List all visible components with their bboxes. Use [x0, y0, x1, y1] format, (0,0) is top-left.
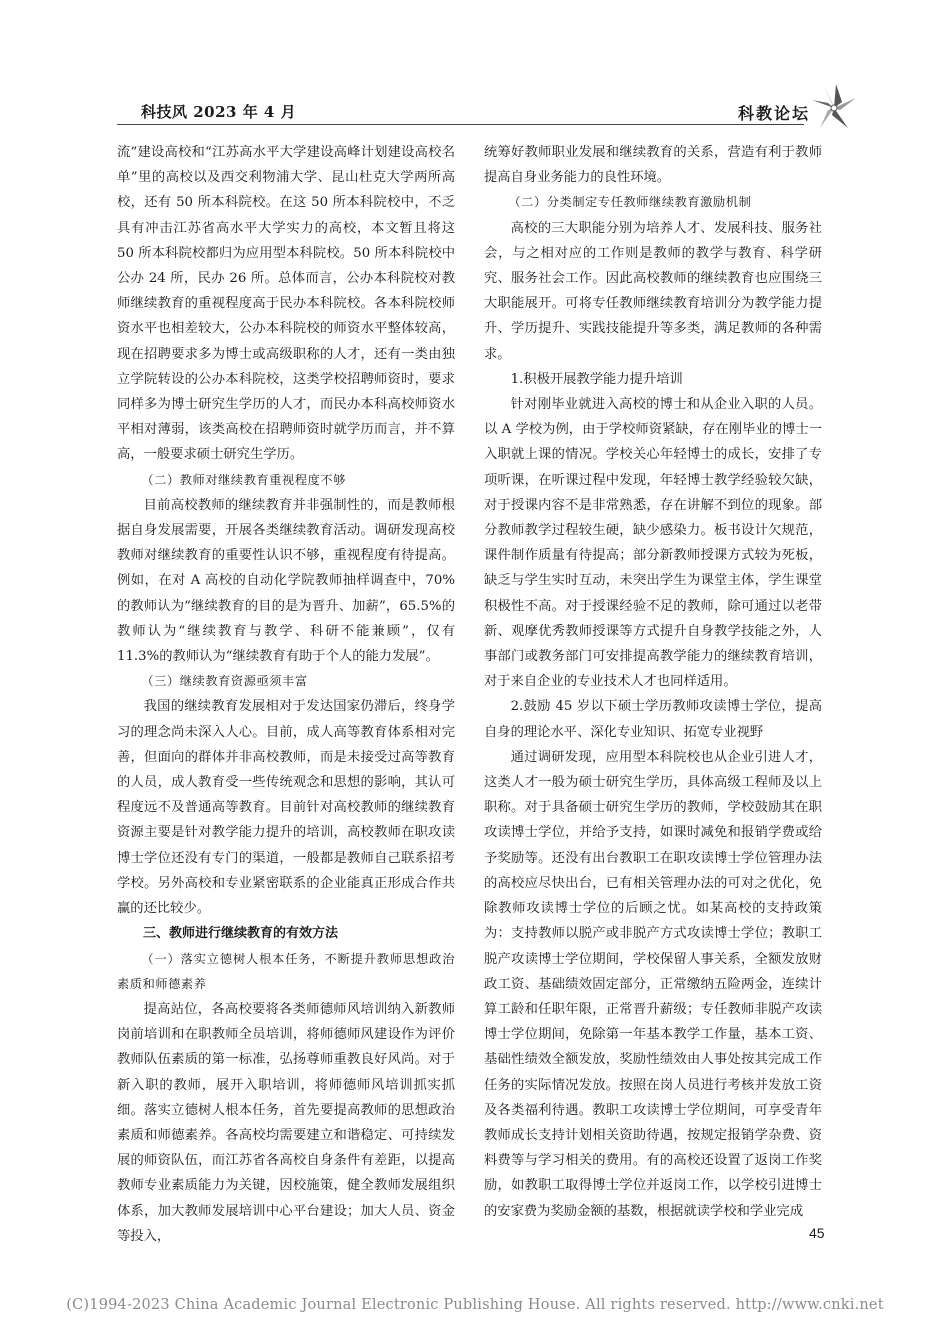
left-column: [117, 140, 455, 1249]
paragraph: 统筹好教师职业发展和继续教育的关系，营造有利于教师提高自身业务能力的良性环境。: [484, 145, 822, 186]
copyright-footer: (C)1994-2023 China Academic Journal Electronic Publishing House. All rights reserved. http://www.cnki.net: [66, 1297, 884, 1313]
paragraph: 我国的继续教育发展相对于发达国家仍滞后，终身学习的理念尚未深入人心。目前，成人高等教育体系相对完善，但面向的群体并非高校教师，而是未接受过高等教育的人员，成人教育受一些传统观念和思想的影响，其认可程度远不及普通高等教育。目前针对高校教师的继续教育资源主要是针对教学能力提升的培训，高校教师在职攻读博士学位还没有专门的渠道，一般都是教师自己联系招考学校。另外高校和专业紧密联系的企业能真正形成合作共赢的还比较少。: [117, 699, 455, 917]
pinwheel-logo-icon: [808, 82, 860, 134]
header-rule: [117, 124, 804, 125]
paragraph: 目前高校教师的继续教育并非强制性的，而是教师根据自身发展需要，开展各类继续教育活动。调研发现高校教师对继续教育的重要性认识不够，重视程度有待提高。例如，在对 A 高校的自动化学院教师抽样调查中，70%的教师认为“继续教育的目的是为晋升、加薪”，65.5%的教师认为“继续教育与教学、科研不能兼顾”，仅有 11.3%的教师认为“继续教育有助于个人的能力发展”。: [117, 497, 455, 665]
numbered-heading: 1.积极开展教学能力提升培训: [510, 371, 683, 387]
subheading: （三）继续教育资源亟须丰富: [141, 674, 308, 689]
paragraph: 针对刚毕业就进入高校的博士和从企业入职的人员。以 A 学校为例，由于学校师资紧缺，存在刚毕业的博士一入职就上课的情况。学校关心年轻博士的成长，安排了专项听课，在听课过程中发现，年轻博士教学经验较欠缺，对于授课内容不是非常熟悉，存在讲解不到位的现象。部分教师教学过程较生硬，缺少感染力。板书设计欠规范，课件制作质量有待提高；部分新教师授课方式较为死板，缺乏与学生实时互动，未突出学生为课堂主体，学生课堂积极性不高。对于授课经验不足的教师，除可通过以老带新、观摩优秀教师授课等方式提升自身教学技能之外，人事部门或教务部门可安排提高教学能力的继续教育培训，对于来自企业的专业技术人才也同样适用。: [484, 397, 822, 690]
section-heading: 三、教师进行继续教育的有效方法: [143, 926, 339, 942]
journal-issue-header: 科技风 2023 年 4 月: [141, 103, 297, 121]
subheading: （二）分类制定专任教师继续教育激励机制: [508, 195, 752, 210]
subheading: （二）教师对继续教育重视程度不够: [141, 472, 346, 487]
paragraph: 高校的三大职能分别为培养人才、发展科技、服务社会，与之相对应的工作则是教师的教学与教育、科学研究、服务社会工作。因此高校教师的继续教育也应围绕三大职能展开。可将专任教师继续教育培训分为教学能力提升、学历提升、实践技能提升等多类，满足教师的各种需求。: [484, 220, 822, 362]
right-column: [484, 140, 822, 1224]
numbered-heading: 2.鼓励 45 岁以下硕士学历教师攻读博士学位，提高自身的理论水平、深化专业知识、拓宽专业视野: [484, 699, 822, 740]
paragraph: 流”建设高校和“江苏高水平大学建设高峰计划建设高校名单”里的高校以及西交利物浦大学、昆山杜克大学两所高校，还有 50 所本科院校。在这 50 所本科院校中，不乏具有冲击江苏省高水平大学实力的高校，本文暂且将这 50 所本科院校都归为应用型本科院校。50 所本科院校中公办 24 所，民办 26 所。总体而言，公办本科院校对教师继续教育的重视程度高于民办本科院校。各本科院校师资水平也相差较大，公办本科院校的师资水平整体较高，现在招聘要求多为博士或高级职称的人才，还有一类由独立学院转设的公办本科院校，这类学校招聘师资时，要求同样多为博士研究生学历的人才，而民办本科高校师资水平相对薄弱，该类高校在招聘师资时就学历而言，并不算高，一般要求硕士研究生学历。: [117, 145, 455, 463]
section-title: 科教论坛: [738, 104, 811, 123]
subheading: （一）落实立德树人根本任务，不断提升教师思想政治素质和师德素养: [117, 951, 455, 991]
paragraph: 提高站位，各高校要将各类师德师风培训纳入新教师岗前培训和在职教师全员培训，将师德师风建设作为评价教师队伍素质的第一标准，弘扬尊师重教良好风尚。对于新入职的教师，展开入职培训，将师德师风培训抓实抓细。落实立德树人根本任务，首先要提高教师的思想政治素质和师德素养。各高校均需要建立和谐稳定、可持续发展的师资队伍，而江苏省各高校自身条件有差距，以提高教师专业素质能力为关键，因校施策，健全教师发展组织体系，加大教师发展培训中心平台建设；加大人员、资金等投入，: [117, 1001, 455, 1244]
page-number: 45: [809, 1225, 825, 1241]
paragraph: 通过调研发现，应用型本科院校也从企业引进人才，这类人才一般为硕士研究生学历，具体高级工程师及以上职称。对于具备硕士研究生学历的教师，学校鼓励其在职攻读博士学位，并给予支持，如课时减免和报销学费或给予奖励等。还没有出台教职工在职攻读博士学位管理办法的高校应尽快出台，已有相关管理办法的可对之优化，免除教师攻读博士学位的后顾之忧。如某高校的支持政策为：支持教师以脱产或非脱产方式攻读博士学位；教职工脱产攻读博士学位期间，学校保留人事关系，全额发放财政工资、基础绩效固定部分，正常缴纳五险两金，连续计算工龄和任职年限，正常晋升薪级；专任教师非脱产攻读博士学位期间，免除第一年基本教学工作量，基本工资、基础性绩效全额发放，奖励性绩效由人事处按其完成工作任务的实际情况发放。按照在岗人员进行考核并发放工资及各类福利待遇。教职工攻读博士学位期间，可享受青年教师成长支持计划相关资助待遇，按规定报销学杂费、资料费等与学习相关的费用。有的高校还设置了返岗工作奖励，如教职工取得博士学位并返岗工作，以学校引进博士的安家费为奖励金额的基数，根据就读学校和学业完成: [484, 749, 822, 1219]
